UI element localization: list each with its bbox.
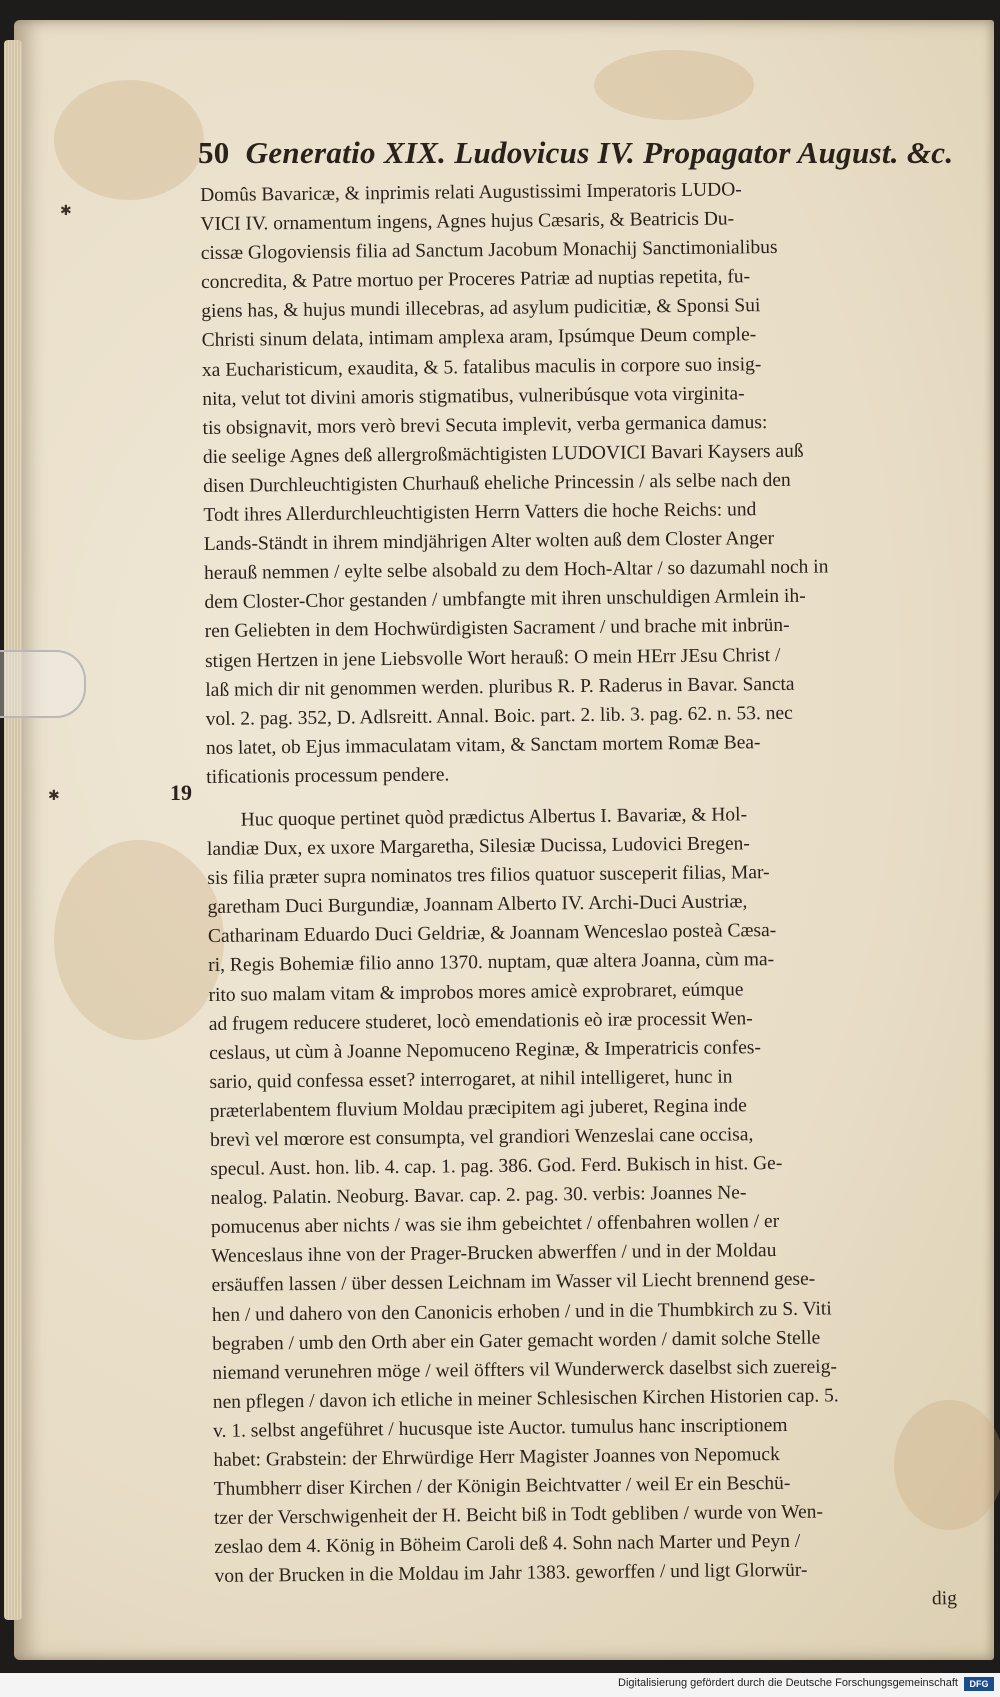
margin-mark: ✱ (48, 789, 60, 804)
water-stain (54, 80, 204, 200)
text-line: hen / und dahero von den Canonicis erhoben / und in die Thumbkirch zu S. Viti (211, 1298, 832, 1326)
text-line: laß mich dir nit genommen werden. pluribus R. P. Raderus in Bavar. Sancta (205, 673, 795, 701)
text-line: ren Geliebten in dem Hochwürdigisten Sacrament / und brache mit inbrün- (204, 615, 790, 643)
text-line: nos latet, ob Ejus immaculatam vitam, & Sanctam mortem Romæ Bea- (205, 731, 761, 759)
page-clip (0, 650, 86, 718)
text-line: sario, quid confessa esset? interrogaret, at nihil intelligeret, hunc in (209, 1066, 733, 1093)
text-line: pomucenus aber nichts / was sie ihm gebeichtet / offenbahren wollen / er (210, 1211, 780, 1239)
text-line: Huc quoque pertinet quòd prædictus Albertus I. Bavariæ, & Hol- (240, 804, 748, 831)
text-line: concredita, & Patre mortuo per Proceres Patriæ ad nuptias repetita, fu- (200, 266, 751, 294)
text-line: begraben / umb den Orth aber ein Gater gemacht worden / damit solche Stelle (212, 1327, 821, 1355)
text-line: ceslaus, ut cùm à Joanne Nepomuceno Reginæ, & Imperatricis confes- (209, 1036, 762, 1064)
text-line: brevì vel mœrore est consumpta, vel grandiori Wenzeslai cane occisa, (209, 1124, 754, 1151)
dfg-logo: DFG (964, 1677, 994, 1691)
text-line: xa Eucharisticum, exaudita, & 5. fatalibus maculis in corpore suo insig- (201, 353, 762, 381)
paragraph-2 (207, 798, 957, 1620)
text-line: Todt ihres Allerdurchleuchtigisten Herrn Vatters die hoche Reichs: und (203, 499, 757, 527)
text-line: cissæ Glogoviensis filia ad Sanctum Jacobum Monachij Sanctimonialibus (200, 237, 778, 265)
text-line: landiæ Dux, ex uxore Margaretha, Silesiæ Ducissa, Ludovici Bregen- (206, 833, 750, 861)
water-stain (594, 50, 754, 120)
text-line: nealog. Palatin. Neoburg. Bavar. cap. 2. pag. 30. verbis: Joannes Ne- (210, 1182, 747, 1210)
text-line: nen pflegen / davon ich etliche in meiner Schlesischen Kirchen Historien cap. 5. (212, 1385, 839, 1413)
margin-mark: ✱ (60, 204, 72, 219)
catchword: dig (931, 1587, 957, 1609)
text-line: herauß nemmen / eylte selbe alsobald zu dem Hoch-Altar / so dazumahl noch in (204, 556, 829, 585)
body-text (200, 173, 957, 1620)
page-number: 50 (198, 135, 230, 170)
text-line: die seelige Agnes deß allergroßmächtigisten LUDOVICI Bavari Kaysers auß (202, 440, 804, 468)
footer-credit: Digitalisierung gefördert durch die Deutsche Forschungsgemeinschaft (618, 1677, 958, 1689)
text-line: v. 1. selbst angeführet / hucusque iste Auctor. tumulus hanc inscriptionem (212, 1414, 788, 1442)
paragraph-1 (200, 173, 948, 792)
text-line: giens has, & hujus mundi illecebras, ad asylum pudicitiæ, & Sponsi Sui (201, 295, 761, 323)
running-header (198, 135, 954, 171)
text-line: Thumbherr diser Kirchen / der Königin Beichtvatter / weil Er ein Beschü- (213, 1473, 791, 1501)
text-line: garetham Duci Burgundiæ, Joannam Alberto IV. Archi-Duci Austriæ, (207, 891, 748, 919)
text-line: specul. Aust. hon. lib. 4. cap. 1. pag. 386. God. Ferd. Bukisch in hist. Ge- (210, 1153, 783, 1181)
text-line: habet: Grabstein: der Ehrwürdige Herr Magister Joannes von Nepomuck (213, 1444, 780, 1471)
text-line: ersäuffen lassen / über dessen Leichnam im Wasser vil Liecht brennend gese- (211, 1269, 816, 1297)
text-line: zeslao dem 4. König in Böheim Caroli deß 4. Sohn nach Marter und Peyn / (214, 1531, 801, 1559)
text-line: rito suo malam vitam & improbos mores amicè exprobraret, eúmque (208, 978, 744, 1006)
text-line: von der Brucken in die Moldau im Jahr 1383. geworffen / und ligt Glorwür- (214, 1560, 808, 1588)
text-line: ad frugem reducere studeret, locò emendationis eò iræ processit Wen- (208, 1007, 753, 1035)
text-line: VICI IV. ornamentum ingens, Agnes hujus Cæsaris, & Beatricis Du- (200, 208, 735, 236)
text-line: nita, velut tot divini amoris stigmatibus, vulneribúsque vota virginita- (202, 382, 745, 410)
text-line: vol. 2. pag. 352, D. Adlsreitt. Annal. Boic. part. 2. lib. 3. pag. 62. n. 53. nec (205, 702, 793, 730)
text-line: sis filia præter supra nominatos tres filios quatuor susceperit filias, Mar- (207, 862, 770, 890)
page-fore-edge (4, 40, 22, 1620)
text-line: stigen Hertzen in jene Liebsvolle Wort herauß: O mein HErr JEsu Christ / (204, 644, 781, 672)
text-line: tis obsignavit, mors verò brevi Secuta implevit, verba germanica damus: (202, 411, 768, 439)
text-line: disen Durchleuchtigisten Churhauß eheliche Princessin / als selbe nach den (203, 469, 791, 497)
text-line: Catharinam Eduardo Duci Geldriæ, & Joannam Wenceslao posteà Cæsa- (207, 920, 777, 948)
footer-bar (0, 1673, 1000, 1697)
text-line: niemand verunehren möge / weil öffters vil Wunderwerck daselbst sich zuereig- (212, 1356, 838, 1384)
text-line: tzer der Verschwigenheit der H. Beicht biß in Todt gebliben / wurde von Wen- (213, 1501, 824, 1530)
text-line: Lands-Ständt in ihrem mindjährigen Alter wolten auß dem Closter Anger (203, 528, 775, 556)
text-line: dem Closter-Chor gestanden / umbfangte mit ihren unschuldigen Armlein ih- (204, 585, 806, 614)
water-stain (54, 840, 224, 1040)
text-line: tificationis processum pendere. (206, 764, 450, 788)
text-line: ri, Regis Bohemiæ filio anno 1370. nuptam, quæ altera Joanna, cùm ma- (208, 949, 775, 977)
paragraph-number: 19 (170, 780, 192, 805)
text-line: Domûs Bavaricæ, & inprimis relati Augustissimi Imperatoris LUDO- (200, 179, 742, 206)
text-line: Christi sinum delata, intimam amplexa aram, Ipsúmque Deum comple- (201, 324, 757, 352)
text-line: Wenceslaus ihne von der Prager-Brucken abwerffen / und in der Moldau (211, 1240, 777, 1268)
running-title: Generatio XIX. Ludovicus IV. Propagator August. &c. (245, 135, 954, 170)
text-line: præterlabentem fluvium Moldau præcipitem agi juberet, Regina inde (209, 1095, 748, 1122)
